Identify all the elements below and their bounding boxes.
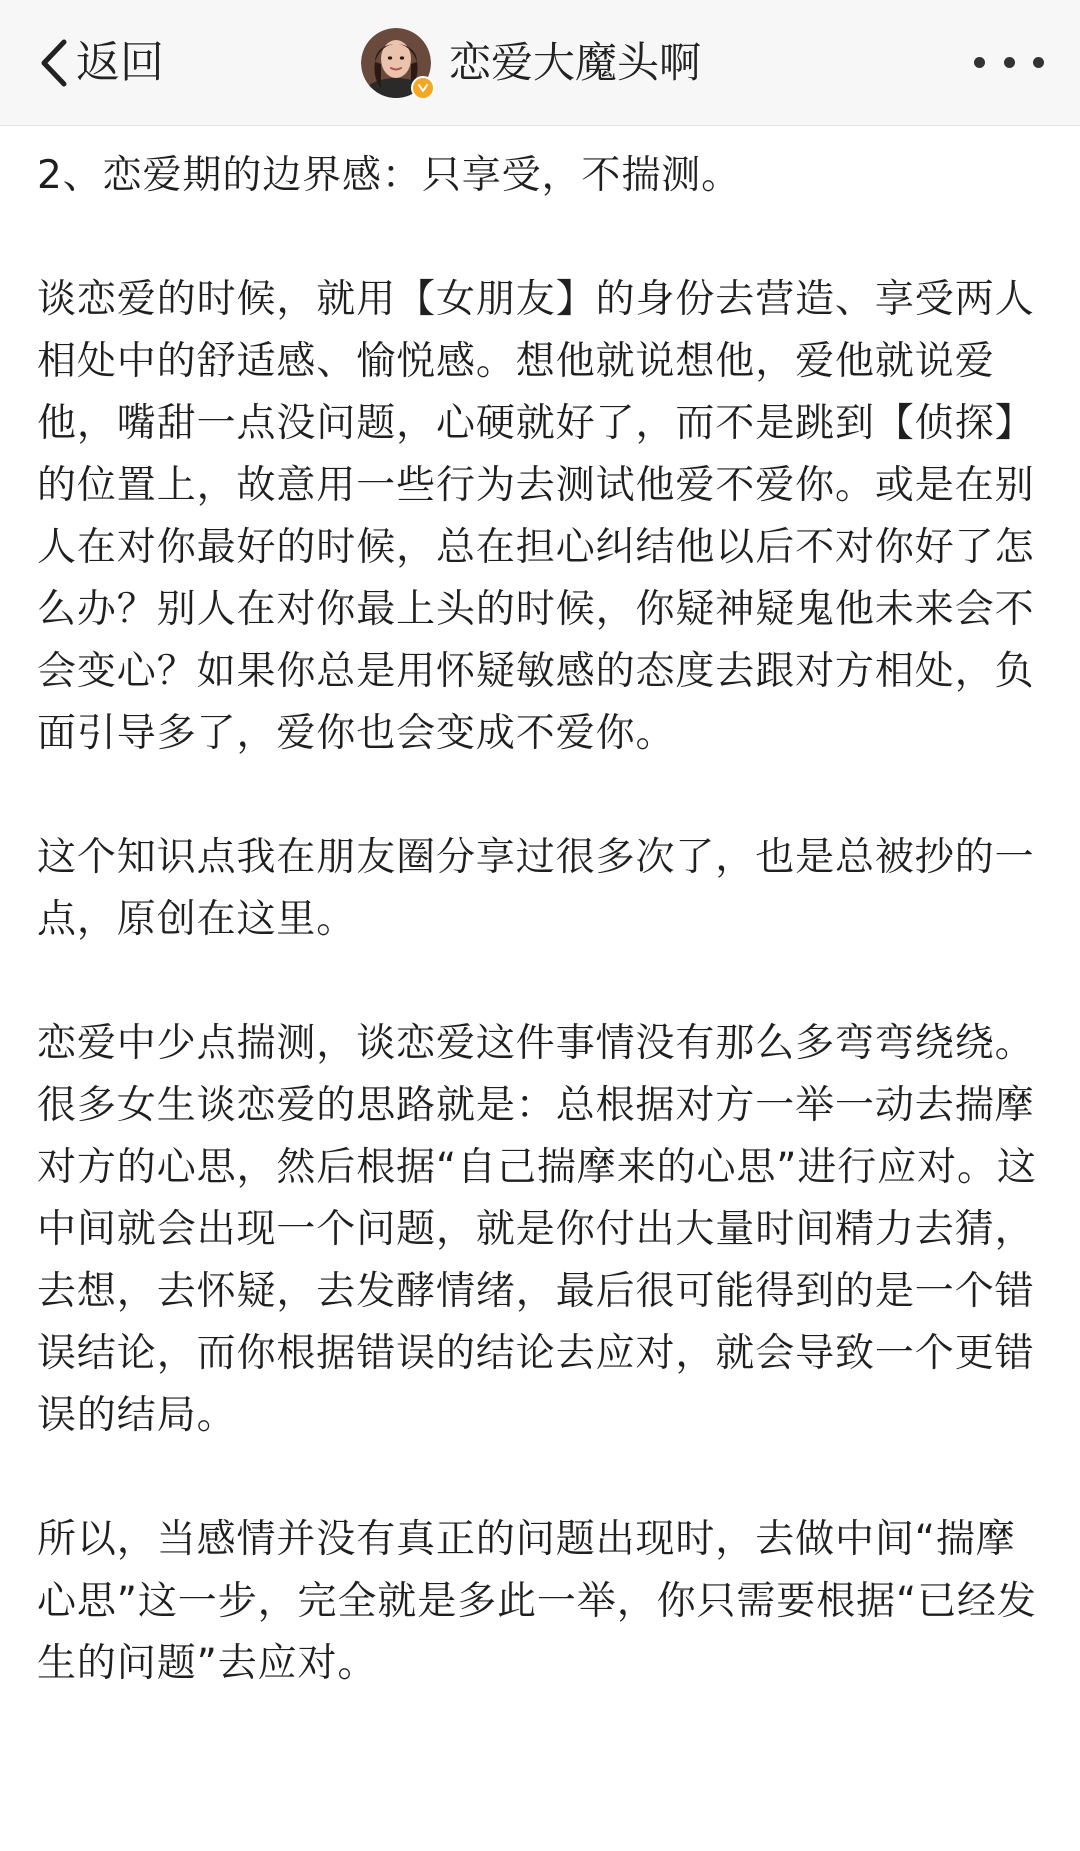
paragraph-spacer	[37, 951, 1046, 1013]
post-paragraph: 所以，当感情并没有真正的问题出现时，去做中间“揣摩心思”这一步，完全就是多此一举，你只需要根据“已经发生的问题”去应对。	[37, 1517, 1037, 1686]
post-paragraph: 恋爱中少点揣测，谈恋爱这件事情没有那么多弯弯绕绕。很多女生谈恋爱的思路就是：总根据对方一举一动去揣摩对方的心思，然后根据“自己揣摩来的心思”进行应对。这中间就会出现一个问题，就是你付出大量时间精力去猜，去想，去怀疑，去发酵情绪，最后很可能得到的是一个错误结论，而你根据错误的结论去应对，就会导致一个更错误的结局。	[37, 1021, 1037, 1438]
account-header[interactable]	[361, 28, 701, 98]
post-paragraph: 谈恋爱的时候，就用【女朋友】的身份去营造、享受两人相处中的舒适感、愉悦感。想他就说想他，爱他就说爱他，嘴甜一点没问题，心硬就好了，而不是跳到【侦探】的位置上，故意用一些行为去测试他爱不爱你。或是在别人在对你最好的时候，总在担心纠结他以后不对你好了怎么办？别人在对你最上头的时候，你疑神疑鬼他未来会不会变心？如果你总是用怀疑敏感的态度去跟对方相处，负面引导多了，爱你也会变成不爱你。	[37, 277, 1035, 756]
more-options-button[interactable]	[974, 42, 1044, 82]
back-button[interactable]	[34, 34, 164, 92]
post-paragraph: 这个知识点我在朋友圈分享过很多次了，也是总被抄的一点，原创在这里。	[37, 835, 1035, 942]
chevron-left-icon	[34, 34, 74, 92]
navigation-bar	[0, 0, 1080, 126]
ellipsis-dot	[1004, 57, 1015, 68]
verified-badge	[411, 76, 435, 100]
paragraph-spacer	[37, 1447, 1046, 1509]
ellipsis-horizontal-icon	[974, 57, 985, 68]
post-body	[0, 126, 1080, 1695]
post-paragraph-heading: 2、恋爱期的边界感：只享受，不揣测。	[37, 153, 742, 198]
verified-v-icon	[416, 81, 430, 95]
account-name[interactable]: 恋爱大魔头啊	[449, 38, 702, 87]
back-label: 返回	[76, 37, 164, 88]
ellipsis-dot	[1033, 57, 1044, 68]
avatar[interactable]	[361, 28, 431, 98]
paragraph-spacer	[37, 207, 1046, 269]
paragraph-spacer	[37, 765, 1046, 827]
